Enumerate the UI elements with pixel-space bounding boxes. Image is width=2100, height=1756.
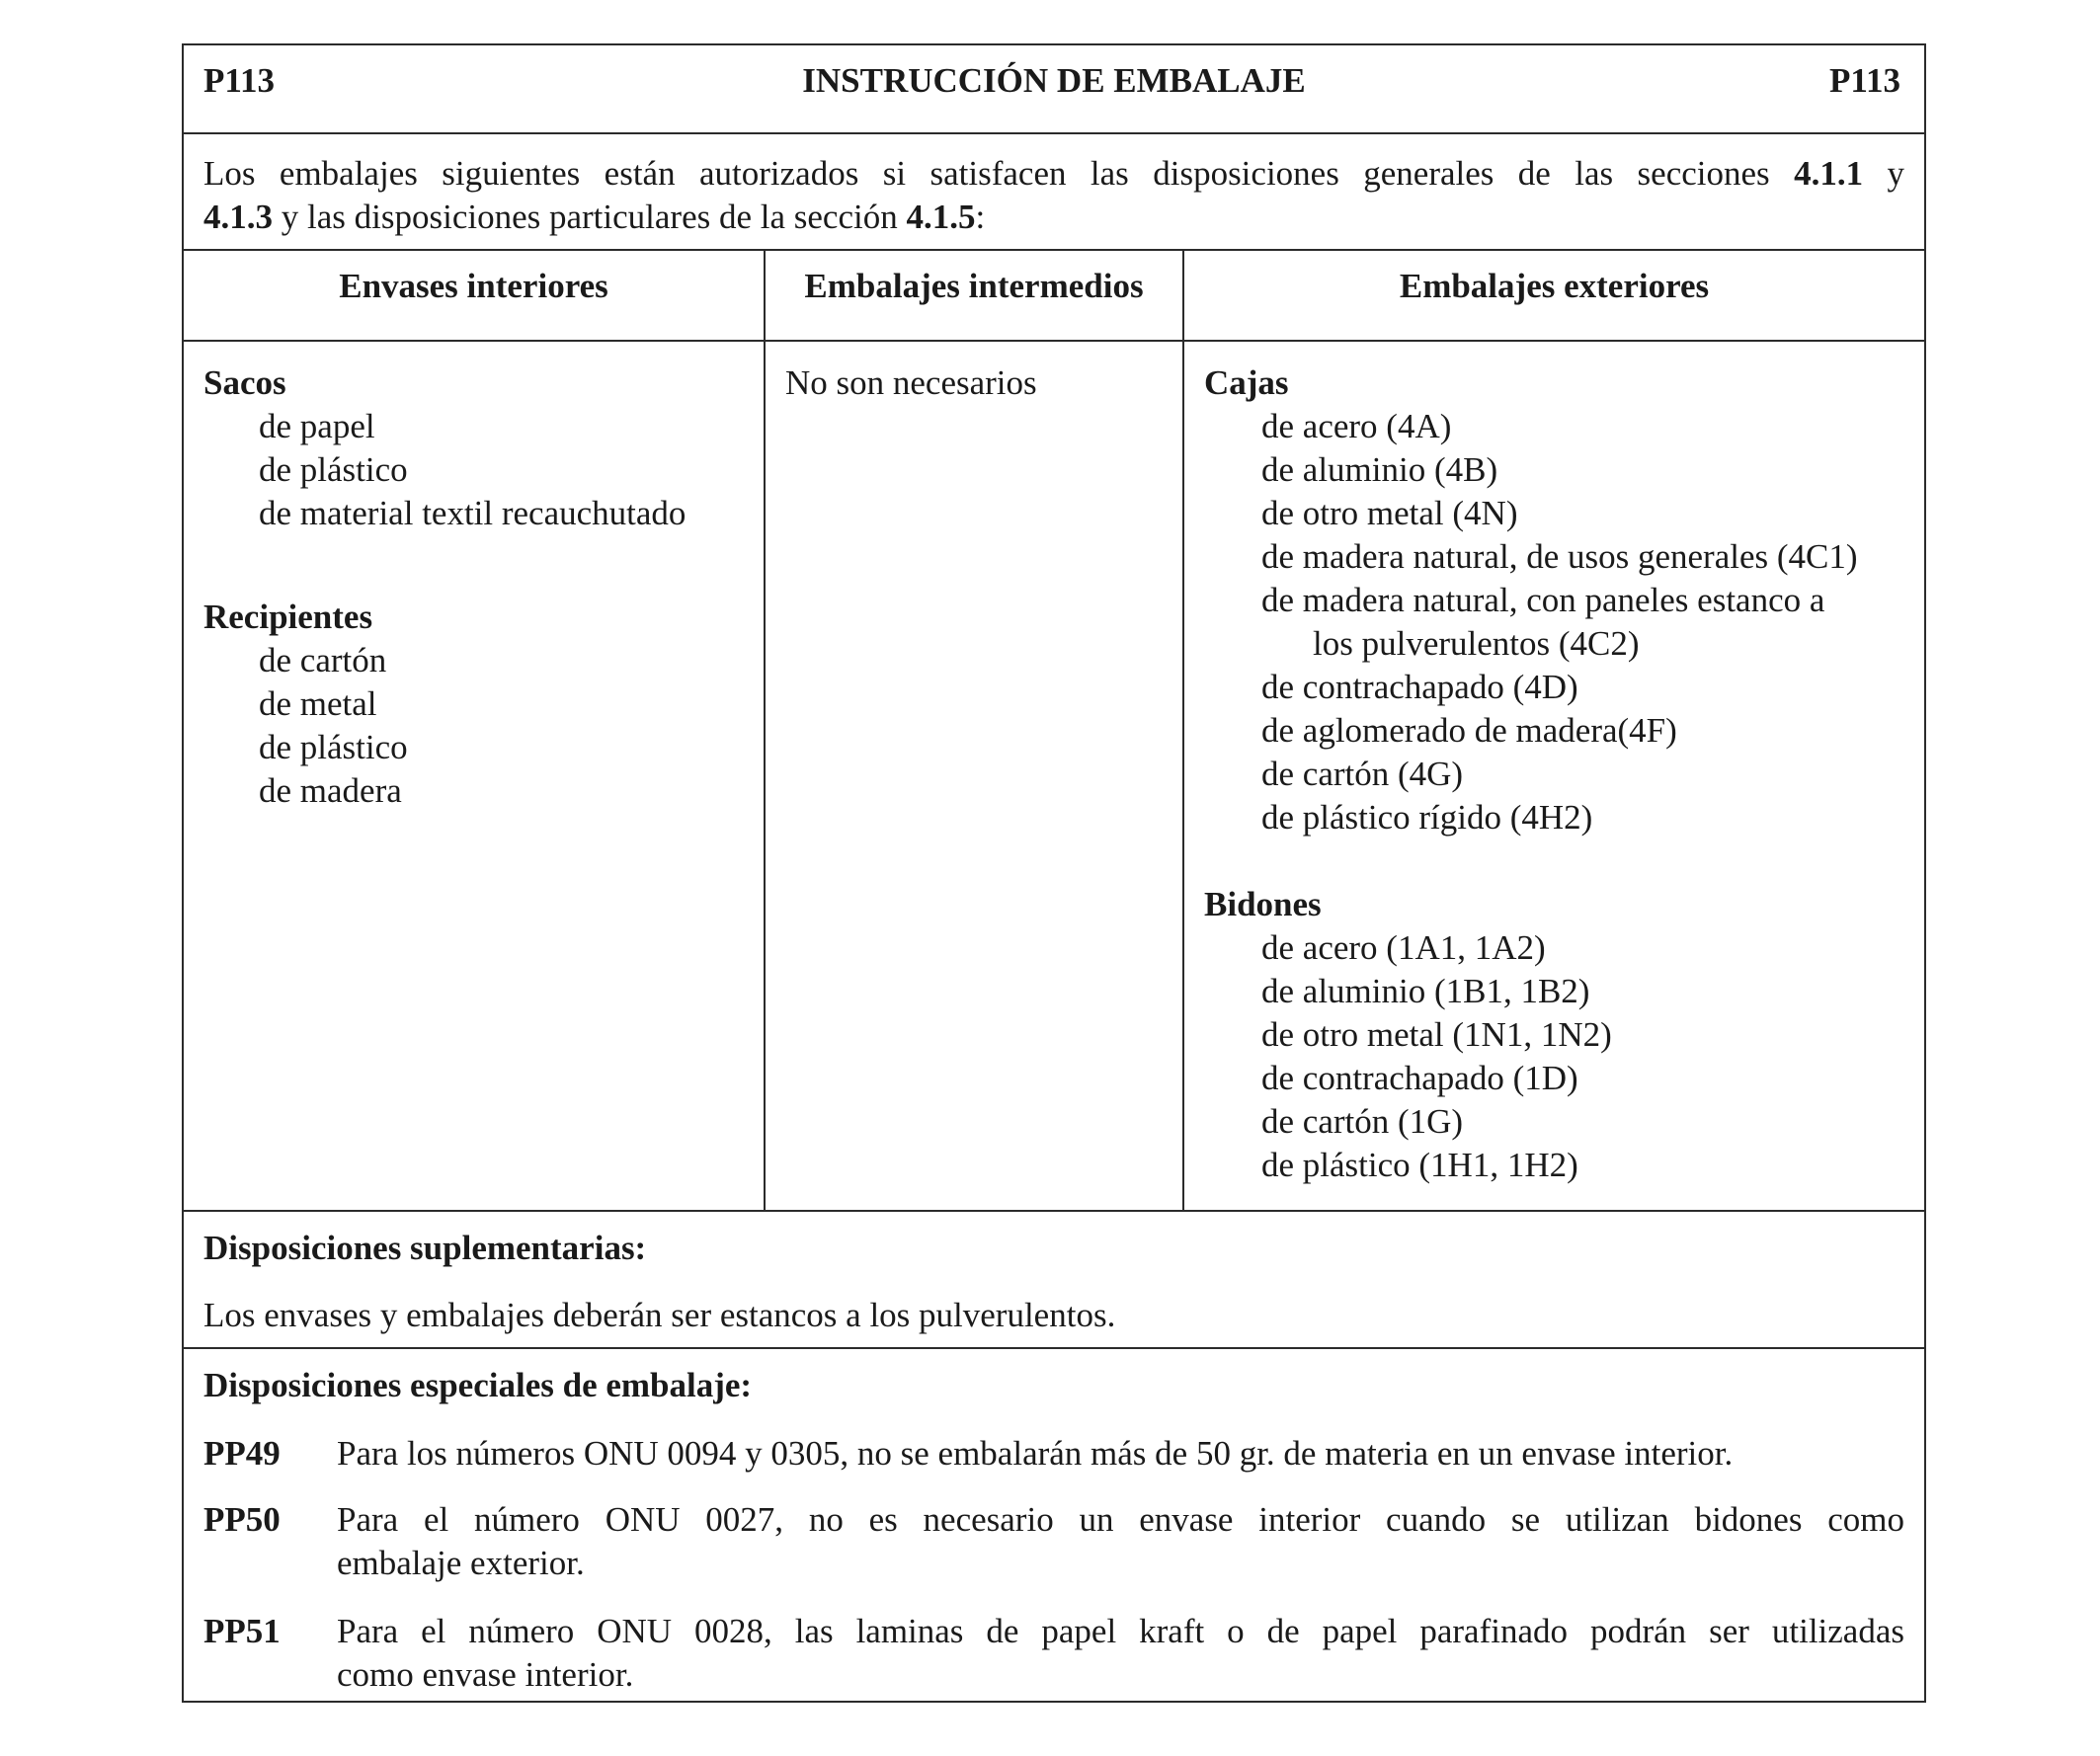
intermediate-text: No son necesarios [785, 363, 1037, 402]
list-item: de contrachapado (4D) [1261, 668, 1578, 706]
list-item: de plástico (1H1, 1H2) [1261, 1146, 1578, 1184]
list-item: de aluminio (4B) [1261, 450, 1498, 489]
list-item: de plástico rígido (4H2) [1261, 798, 1593, 837]
provision-code-pp51: PP51 [203, 1612, 281, 1650]
header-divider [184, 132, 1924, 134]
provision-text-pp49: Para los números ONU 0094 y 0305, no se embalarán más de 50 gr. de materia en un envase interior. [337, 1434, 1734, 1473]
list-item: de acero (1A1, 1A2) [1261, 928, 1546, 967]
supplementary-heading: Disposiciones suplementarias: [203, 1229, 647, 1267]
intro-divider [184, 249, 1924, 251]
list-item: de cartón (4G) [1261, 755, 1464, 793]
list-item: de madera natural, de usos generales (4C1) [1261, 537, 1858, 576]
list-item: de aluminio (1B1, 1B2) [1261, 972, 1590, 1010]
list-item: de madera [259, 771, 402, 810]
intro-colon: : [975, 198, 986, 236]
provision-text-pp51-line1: Para el número ONU 0028, las laminas de papel kraft o de papel parafinado podrán ser utilizadas [337, 1612, 1904, 1650]
cajas-heading: Cajas [1204, 363, 1289, 402]
provision-text-pp51-line2: como envase interior. [337, 1655, 634, 1694]
list-item: de contrachapado (1D) [1261, 1059, 1578, 1097]
code-right: P113 [1829, 61, 1900, 100]
section-ref-4-1-5: 4.1.5 [906, 198, 976, 236]
list-item: de madera natural, con paneles estanco a [1261, 581, 1825, 619]
list-item: de cartón [259, 641, 387, 679]
column-header-outer: Embalajes exteriores [1399, 267, 1710, 305]
sacos-heading: Sacos [203, 363, 286, 402]
list-item: de papel [259, 407, 375, 445]
provision-code-pp50: PP50 [203, 1500, 281, 1539]
provision-text-pp50-line2: embalaje exterior. [337, 1544, 585, 1582]
list-item: de plástico [259, 450, 408, 489]
provision-code-pp49: PP49 [203, 1434, 281, 1473]
column-header-divider [184, 340, 1924, 342]
column-header-intermediate: Embalajes intermedios [804, 267, 1144, 305]
list-item: de otro metal (1N1, 1N2) [1261, 1015, 1612, 1054]
code-left: P113 [203, 61, 275, 100]
intro-text-2: y las disposiciones particulares de la sección [281, 198, 898, 236]
list-item: de metal [259, 684, 377, 723]
list-item: de otro metal (4N) [1261, 494, 1518, 532]
column-header-inner: Envases interiores [339, 267, 608, 305]
list-item: de acero (4A) [1261, 407, 1452, 445]
intro-text-1: Los embalajes siguientes están autorizados si satisfacen las disposiciones generales de las secciones [203, 154, 1770, 193]
supplementary-text: Los envases y embalajes deberán ser estancos a los pulverulentos. [203, 1296, 1116, 1334]
list-item: de cartón (1G) [1261, 1102, 1464, 1141]
provision-text-pp50-line1: Para el número ONU 0027, no es necesario un envase interior cuando se utilizan bidones como [337, 1500, 1904, 1539]
special-heading: Disposiciones especiales de embalaje: [203, 1366, 753, 1404]
column-divider-1 [764, 249, 766, 1210]
list-item: de aglomerado de madera(4F) [1261, 711, 1677, 750]
list-item: los pulverulentos (4C2) [1313, 624, 1640, 663]
page-title: INSTRUCCIÓN DE EMBALAJE [802, 61, 1306, 100]
packing-instruction-table [182, 43, 1926, 1703]
list-item: de material textil recauchutado [259, 494, 687, 532]
section-ref-4-1-1: 4.1.1 [1794, 154, 1864, 193]
recipientes-heading: Recipientes [203, 598, 373, 636]
list-item: de plástico [259, 728, 408, 766]
intro-line-1 [203, 152, 1904, 196]
supplementary-divider [184, 1347, 1924, 1349]
body-divider [184, 1210, 1924, 1212]
intro-line-2 [203, 196, 985, 239]
intro-and: y [1887, 154, 1905, 193]
section-ref-4-1-3: 4.1.3 [203, 198, 273, 236]
column-divider-2 [1182, 249, 1184, 1210]
bidones-heading: Bidones [1204, 885, 1322, 923]
